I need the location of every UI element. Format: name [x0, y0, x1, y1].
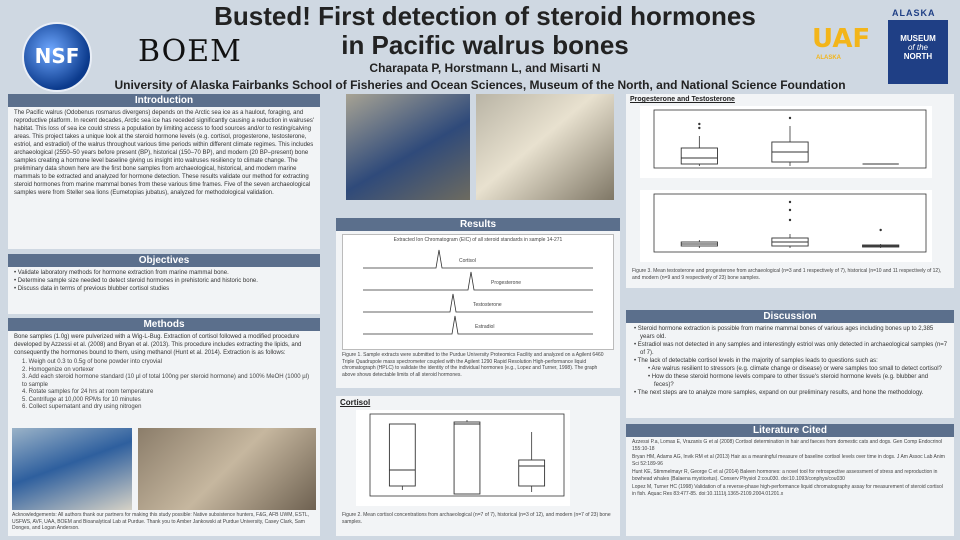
- museum-logo-line-3: NORTH: [903, 52, 933, 61]
- museum-logo-top: ALASKA: [892, 8, 936, 18]
- literature-panel: [626, 424, 954, 536]
- cortisol-panel: [336, 396, 620, 536]
- testosterone-boxplot: [640, 190, 932, 262]
- discussion-item: • Estradiol was not detected in any samples and interestingly estriol was only detected in archaeological samples (n=7 of 7).: [634, 342, 948, 356]
- acknowledgements: Acknowledgements: All authors thank our partners for making this study possible: Native subsistence hunters, F&G, AFB UWM, ESTL, USFWS, AVF, UAA, BOEM and Bioanalytical Lab at Purdue. Thank you to Amber Jankowski at Purdue University, Casey Clark, Sam Donges, and Logan Anderson.: [12, 512, 310, 531]
- results-heading: Results: [336, 218, 620, 231]
- museum-logo-line-1: MUSEUM: [900, 34, 936, 43]
- results-panel: [336, 218, 620, 388]
- sampling-photo: [346, 94, 470, 200]
- box: [454, 422, 480, 494]
- affiliation: University of Alaska Fairbanks School of Fisheries and Ocean Sciences, Museum of the North, and National Science Foundation: [114, 78, 846, 92]
- outlier-point: [789, 117, 791, 119]
- chromatogram-trace: [363, 250, 593, 268]
- museum-logo-line-2: of the: [907, 43, 928, 52]
- walrus-skull-photo: [476, 94, 614, 200]
- box: [681, 148, 717, 164]
- authors: Charapata P, Horstmann L, and Misarti N: [369, 61, 601, 75]
- objectives-list: [8, 267, 320, 295]
- methods-panel: [8, 318, 320, 536]
- results-caption: Figure 1. Sample extracts were submitted to the Purdue University Proteomics Facility and analyzed on a Agilent 6460 Triple Quadrupole mass spectrometer coupled with the Agilent 1290 Rapid Resolution High-performance liquid chromatograph (HPLC) to validate the identity of the individual hormones (e.g., Lopez and Turner, 1998). The graph above shows detectable limits of all steroid hormones.: [342, 352, 604, 378]
- discussion-subitem: • How do these steroid hormone levels compare to other tissue's steroid hormone levels (e.g. blubber and feces)?: [648, 374, 929, 388]
- discussion-panel: [626, 310, 954, 418]
- objective-item: • Determine sample size needed to detect steroid hormones in prehistoric and historic bone.: [14, 278, 258, 284]
- cortisol-boxplot: [356, 410, 570, 506]
- discussion-item: • The lack of detectable cortisol levels in the majority of samples leads to questions such as:: [634, 358, 878, 364]
- cortisol-caption: Figure 2. Mean cortisol concentrations from archaeological (n=7 of 7), historical (n=3 of 12), and modern (n=7 of 23) bone samples.: [342, 512, 611, 525]
- reference-item: Azzessi P.a, Lomas E, Vrazanis G et al (2008) Cortisol determination in hair and faeces from domestic cats and dogs. Gen Comp Endocrinol 155:10-18: [632, 439, 943, 452]
- methods-steps: [8, 359, 320, 412]
- box: [519, 460, 545, 486]
- title-line-1: Busted! First detection of steroid hormones: [214, 1, 756, 31]
- literature-heading: Literature Cited: [626, 424, 954, 437]
- objectives-panel: [8, 254, 320, 314]
- reference-item: Hunt KE, Stimmelmayr R, George C et al (2014) Baleen hormones: a novel tool for retrospective assessment of stress and reproduction in bowhead whales (Balaena mysticetus). Conserv Physiol 2:cou030. doi:10.1093/conphys/cou030: [632, 469, 938, 482]
- prog-test-heading: Progesterone and Testosterone: [630, 96, 735, 103]
- poster-title: [140, 2, 830, 60]
- method-step: 5. Centrifuge at 10,000 RPMs for 10 minutes: [22, 396, 141, 403]
- chromatogram-peak-label: Progesterone: [491, 279, 522, 286]
- introduction-text: The Pacific walrus (Odobenus rosmarus divergens) depends on the Arctic sea ice as a haulout, foraging, and reproductive platform. In recent decades, Arctic sea ice has receded significantly causing a reduction in walruses' habitat. This loss of sea ice could stress a population by limiting access to food sources and/or to resting/calving areas. This project takes a unique look at the steroid hormone levels (e.g. cortisol, progesterone, testosterone, estriol, and estradiol) of the walrus throughout various time periods within different climate regimes. This includes archaeological (2550–50 years before present (BP), historical (150–70 BP), and modern (20 BP–present) bone samples creating a hormone level baseline giving us insight into walruses resiliency to climate change. The preliminary data shown here are the first bone samples from archaeological, historical, and modern marine mammals to be extracted and analyzed for hormone detection. These results validate our method for extracting steroid hormones from marine mammal bones from these various time frames. Five of the seven archaeological samples were from Steller sea lions (Eumetopias jubatus), analyzed for methodological validation.: [14, 110, 314, 196]
- objective-item: • Discuss data in terms of previous blubber cortisol studies: [14, 286, 170, 292]
- chromatogram-peak-label: Estradiol: [475, 323, 495, 330]
- progesterone-boxplot: [640, 106, 932, 178]
- chromatogram-peak-label: Cortisol: [459, 257, 476, 264]
- nsf-logo: [22, 22, 92, 92]
- objectives-heading: Objectives: [8, 254, 320, 267]
- method-step: 6. Collect supernatant and dry using nitrogen: [22, 404, 142, 410]
- chromatogram-figure: [342, 234, 614, 350]
- uaf-logo: UAF: [812, 24, 871, 54]
- outlier-point: [879, 229, 881, 231]
- uaf-logo-sub: ALASKA: [816, 55, 841, 61]
- cortisol-heading: Cortisol: [340, 398, 371, 407]
- walrus-bone-photo: [138, 428, 316, 510]
- discussion-item: • Steroid hormone extraction is possible from marine mammal bones of various ages including bones up to 2,385 years old.: [634, 326, 934, 340]
- discussion-subitem: • Are walrus resilient to stressors (e.g. climate change or disease) or were samples too small to detect cortisol?: [648, 366, 942, 372]
- box: [389, 424, 415, 486]
- outlier-point: [698, 127, 700, 129]
- discussion-item: • The next steps are to analyze more samples, expand on our preliminary results, and hone the methodology.: [634, 390, 924, 396]
- prog-test-caption: Figure 3. Mean testosterone and progesterone from archaeological (n=3 and 1 respectively of 7), historical (n=10 and 11 respectively of 12), and modern (n=9 and 9 respectively of 23) bone samples.: [632, 268, 942, 281]
- boem-logo: BOEM: [138, 34, 242, 69]
- chromatogram-chart: [343, 244, 611, 344]
- lab-workers-photo: [12, 428, 132, 510]
- prog-test-panel: [626, 94, 954, 288]
- objective-item: • Validate laboratory methods for hormone extraction from marine mammal bone.: [14, 270, 229, 276]
- literature-list: [626, 437, 954, 501]
- reference-item: Lopez M, Turner HC (1998) Validation of a reverse-phase high-performance liquid chromatography assay for measurement of steroid cortisol in fish. Aquac Res 83:477-85. doi:10.1111/j.1365-2109.2004.01201.x: [632, 484, 943, 497]
- nsf-logo-text: NSF: [34, 44, 80, 68]
- chromatogram-peak-label: Testosterone: [473, 301, 502, 308]
- chromatogram-title: Extracted Ion Chromatogram (EIC) of all steroid standards in sample 14-271: [393, 237, 563, 243]
- outlier-point: [789, 219, 791, 221]
- discussion-list: [626, 323, 954, 399]
- methods-intro: Bone samples (1.0g) were pulverized with a Wig-L-Bug. Extraction of cortisol followed a modified procedure developed by Azzessi et al. (2008) and Bryan et al. (2013). This procedure includes extracting the lipids, and consequently the hormones bound to them, using methanol (Hunt et al. 2014). Extraction is as follows:: [14, 334, 302, 356]
- reference-item: Bryan HM, Adams AG, Invik RM et al (2013) Hair as a meaningful measure of baseline cortisol levels over time in dogs. J Am Assoc Lab Anim Sci 52:189-96: [632, 454, 945, 467]
- museum-logo: [888, 20, 948, 84]
- method-step: 1. Weigh out 0.3 to 0.5g of bone powder into cryovial: [22, 359, 162, 365]
- chromatogram-trace: [363, 272, 593, 290]
- introduction-panel: [8, 94, 320, 249]
- discussion-heading: Discussion: [626, 310, 954, 323]
- method-step: 3. Add each steroid hormone standard (10 µl of total 100ng per steroid hormone) and 100% MeOH (1000 µl) to sample: [22, 374, 310, 388]
- title-line-2: in Pacific walrus bones: [341, 30, 629, 60]
- outlier-point: [789, 209, 791, 211]
- outlier-point: [698, 123, 700, 125]
- outlier-point: [789, 201, 791, 203]
- methods-heading: Methods: [8, 318, 320, 331]
- method-step: 4. Rotate samples for 24 hrs at room temperature: [22, 389, 154, 395]
- introduction-heading: Introduction: [8, 94, 320, 107]
- method-step: 2. Homogenize on vortexer: [22, 366, 95, 373]
